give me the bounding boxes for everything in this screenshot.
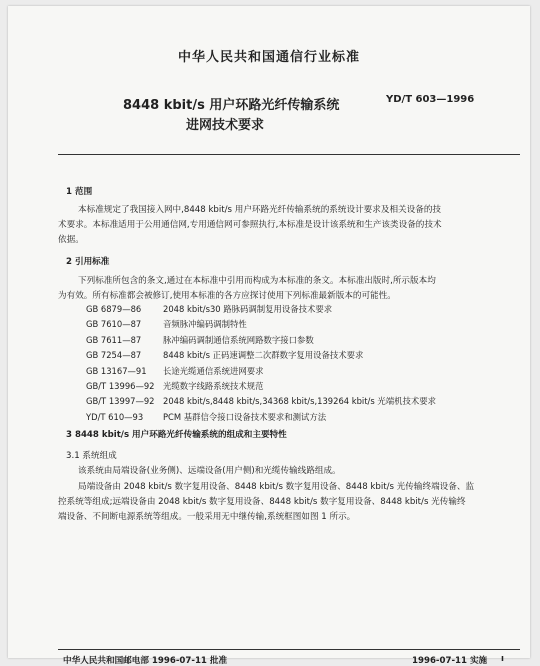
standard-code: YD/T 603—1996	[386, 94, 475, 105]
reference-code: GB/T 13996—92	[86, 381, 155, 392]
reference-list	[86, 302, 436, 425]
reference-title: 光缆数字线路系统技术规范	[163, 381, 264, 392]
document-title-line2: 进网技术要求	[186, 118, 265, 133]
reference-title: 2048 kbit/s,8448 kbit/s,34368 kbit/s,139264 kbit/s 光端机技术要求	[163, 396, 437, 407]
reference-code: GB 7254—87	[86, 350, 142, 361]
reference-title: 音频脉冲编码调制特性	[163, 319, 247, 330]
section-2-line-1: 下列标准所包含的条文,通过在本标准中引用而构成为本标准的条文。本标准出版时,所示版本均	[78, 276, 436, 286]
issuing-agency: 中华人民共和国通信行业标准	[177, 50, 360, 65]
reference-item	[86, 410, 436, 425]
section-3-line-1: 该系统由局端设备(业务侧)、远端设备(用户侧)和光缆传输线路组成。	[78, 466, 341, 476]
section-3-line-4: 端设备、不间断电源系统等组成。一般采用无中继传输,系统框图如图 1 所示。	[58, 512, 356, 522]
section-3-heading: 3 8448 kbit/s 用户环路光纤传输系统的组成和主要特性	[66, 430, 287, 440]
reference-title: PCM 基群信令接口设备技术要求和测试方法	[163, 411, 327, 422]
reference-code: GB 13167—91	[86, 365, 147, 376]
reference-title: 脉冲编码调制通信系统网路数字接口参数	[163, 334, 314, 345]
reference-code: GB 7611—87	[86, 334, 142, 345]
reference-title: 2048 kbit/s30 路脉码调制复用设备技术要求	[163, 304, 333, 314]
reference-code: YD/T 610—93	[86, 411, 144, 422]
header-divider	[58, 154, 520, 155]
reference-title: 8448 kbit/s 正码速调整二次群数字复用设备技术要求	[163, 350, 364, 361]
page-mark: ı	[501, 654, 504, 664]
reference-item	[86, 364, 436, 379]
section-2-line-2: 为有效。所有标准都会被修订,使用本标准的各方应探讨使用下列标准最新版本的可能性。	[58, 291, 396, 301]
reference-item	[86, 333, 436, 348]
section-1-heading: 1 范围	[66, 187, 93, 197]
section-3-line-3: 控系统等组成;远端设备由 2048 kbit/s 数字复用设备、8448 kbit/s 数字复用设备、8448 kbit/s 光传输终	[58, 497, 466, 507]
reference-item	[86, 302, 436, 317]
reference-item	[86, 379, 436, 394]
section-2-heading: 2 引用标准	[66, 257, 110, 267]
document-page	[8, 6, 530, 666]
implementation-line: 1996-07-11 实施	[412, 656, 488, 666]
reference-item	[86, 348, 436, 363]
reference-title: 长途光缆通信系统进网要求	[163, 365, 264, 376]
section-1-line-3: 依据。	[58, 235, 84, 245]
section-3-line-2: 局端设备由 2048 kbit/s 数字复用设备、8448 kbit/s 数字复用设备、8448 kbit/s 光传输终端设备、监	[78, 482, 475, 492]
section-1-line-1: 本标准规定了我国接入网中,8448 kbit/s 用户环路光纤传输系统的系统设计要求及相关设备的技	[78, 205, 442, 215]
reference-code: GB 7610—87	[86, 319, 142, 330]
reference-code: GB 6879—86	[86, 304, 142, 314]
reference-code: GB/T 13997—92	[86, 396, 155, 407]
approval-line: 中华人民共和国邮电部 1996-07-11 批准	[63, 656, 228, 666]
section-3-1-heading: 3.1 系统组成	[66, 451, 117, 461]
section-1-line-2: 术要求。本标准适用于公用通信网,专用通信网可参照执行,本标准是设计该系统和生产该类设备的技术	[58, 220, 442, 230]
reference-item	[86, 394, 436, 409]
footer-divider	[58, 649, 520, 650]
document-title-line1: 8448 kbit/s 用户环路光纤传输系统	[123, 98, 340, 113]
reference-item	[86, 317, 436, 332]
